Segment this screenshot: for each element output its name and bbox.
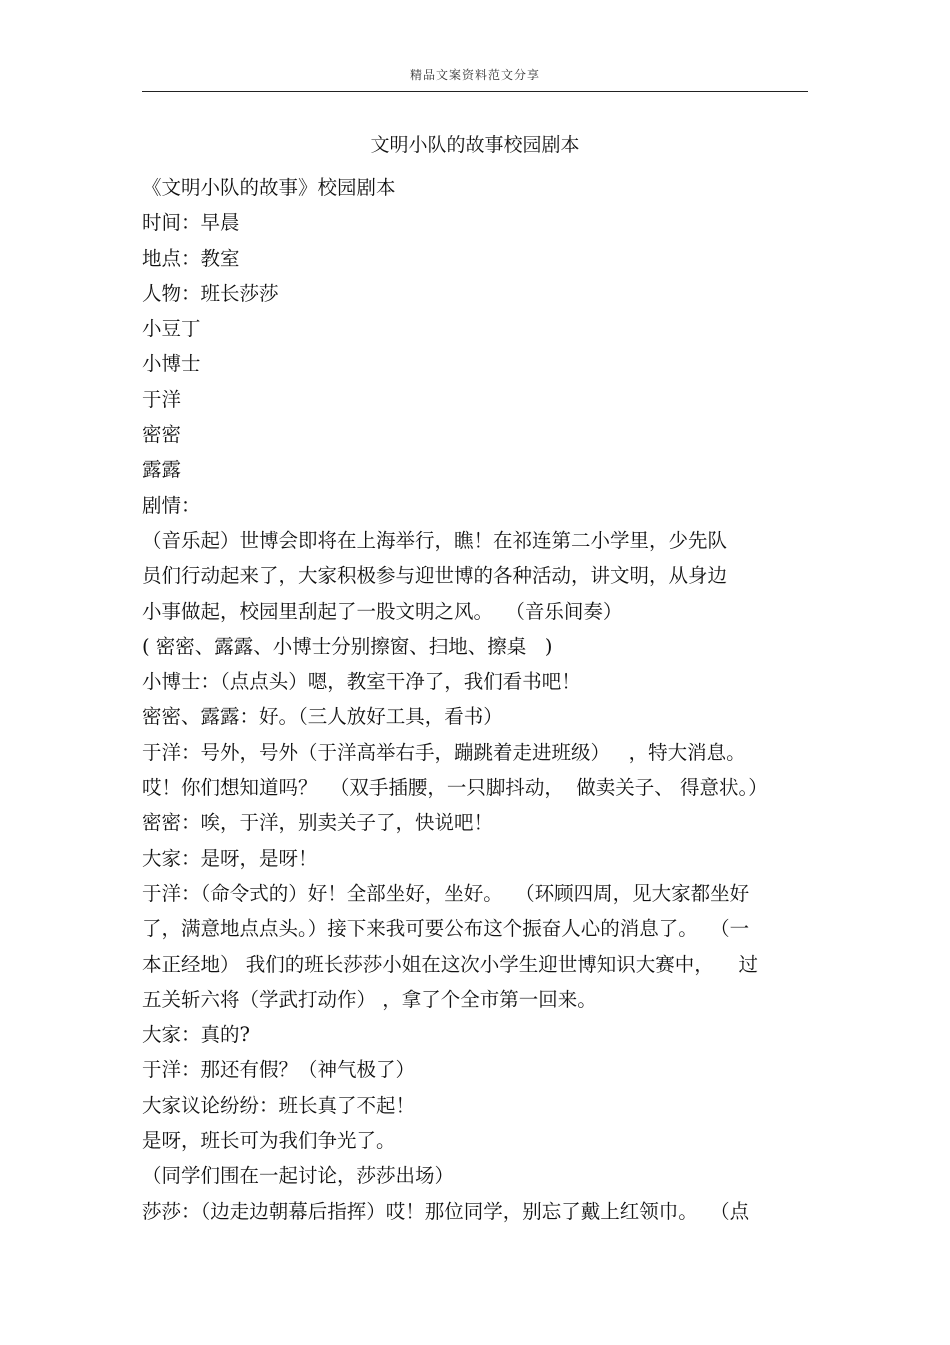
body-line: 密密、露露：好。（三人放好工具，看书）	[142, 705, 503, 729]
body-line: 大家议论纷纷：班长真了不起！	[142, 1093, 416, 1117]
body-line: 于洋	[142, 387, 182, 411]
body-line: 本正经地） 我们的班长莎莎小姐在这次小学生迎世博知识大赛中， 过	[142, 952, 758, 976]
body-line: 哎！你们想知道吗？ （双手插腰，一只脚抖动， 做卖关子、 得意状。）	[142, 776, 768, 800]
document-body	[142, 170, 810, 1229]
body-line: 于洋：那还有假？（神气极了）	[142, 1058, 416, 1082]
body-line: 员们行动起来了，大家积极参与迎世博的各种活动，讲文明，从身边	[142, 564, 728, 588]
document-title: 文明小队的故事校园剧本	[370, 134, 580, 156]
body-line: 小博士：（点点头）嗯，教室干净了，我们看书吧！	[142, 670, 581, 694]
body-line: 密密	[142, 423, 182, 447]
body-line: 于洋：（命令式的）好！全部坐好，坐好。 （环顾四周，见大家都坐好	[142, 881, 750, 905]
body-line: 于洋：号外，号外（于洋高举右手，蹦跳着走进班级） ，特大消息。	[142, 740, 746, 764]
body-line: 大家：真的?	[142, 1023, 250, 1047]
body-line: 剧情：	[142, 493, 201, 517]
body-line: 地点：教室	[142, 246, 240, 270]
body-line: （音乐起）世博会即将在上海举行，瞧！在祁连第二小学里，少先队	[142, 528, 728, 552]
body-line: 《文明小队的故事》校园剧本	[142, 176, 396, 199]
body-line: 露露	[142, 458, 182, 482]
body-line: 莎莎：（边走边朝幕后指挥）哎！那位同学，别忘了戴上红领巾。 （点	[142, 1199, 750, 1223]
body-line: 小豆丁	[142, 317, 201, 341]
body-line: 了，满意地点点头。）接下来我可要公布这个振奋人心的消息了。 （一	[142, 917, 750, 941]
body-line: 小事做起，校园里刮起了一股文明之风。 （音乐间奏）	[142, 599, 623, 623]
body-line: 大家：是呀，是呀！	[142, 846, 318, 870]
body-line: 五关斩六将（学武打动作） ，拿了个全市第一回来。	[142, 987, 597, 1011]
header-divider	[142, 91, 808, 92]
body-line: 人物：班长莎莎	[142, 281, 279, 305]
body-line: （同学们围在一起讨论，莎莎出场）	[142, 1164, 455, 1188]
body-line: 是呀，班长可为我们争光了。	[142, 1129, 396, 1153]
page-header: 精品文案资料范文分享	[409, 68, 540, 82]
body-line: 时间：早晨	[142, 211, 240, 235]
body-line: 密密：唉，于洋，别卖关子了，快说吧！	[142, 811, 494, 835]
body-line: 小博士	[142, 352, 201, 376]
body-line: ( 密密、露露、小博士分别擦窗、扫地、擦桌 )	[142, 634, 553, 658]
